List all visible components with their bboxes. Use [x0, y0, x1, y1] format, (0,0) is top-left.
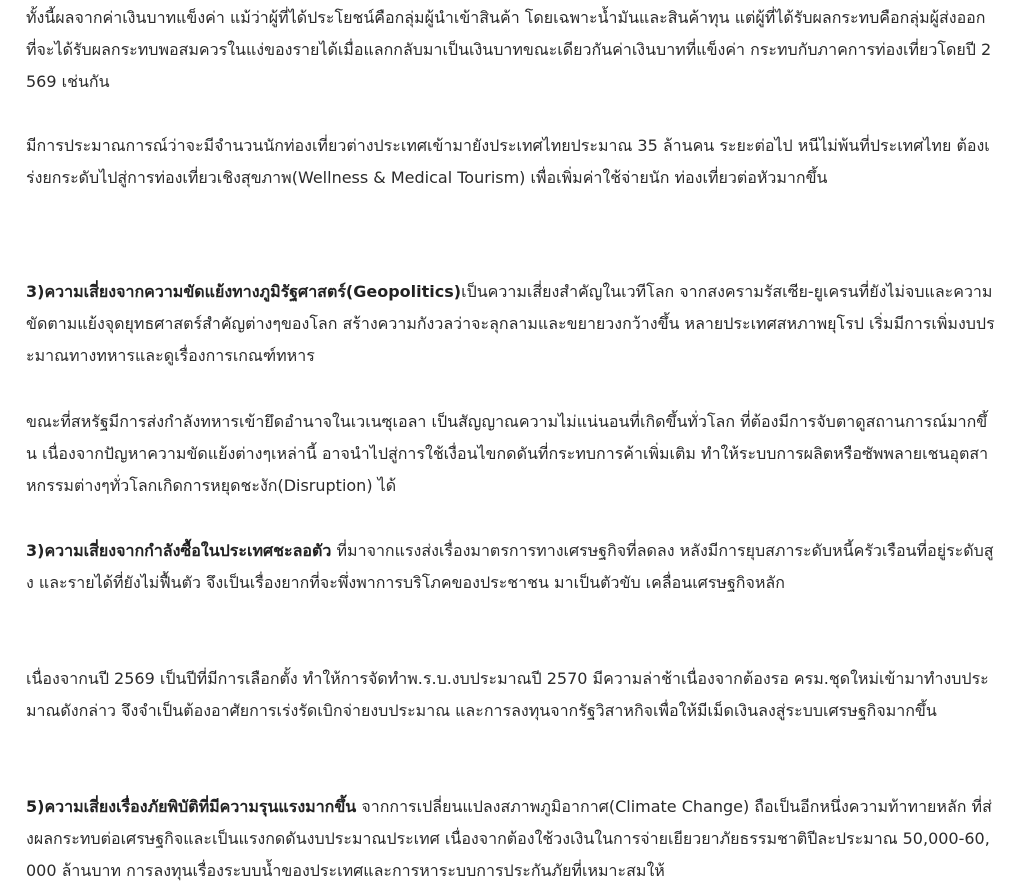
paragraph-domestic-demand-risk	[26, 535, 996, 599]
paragraph-text: ขณะที่สหรัฐมีการส่งกำลังทหารเข้ายึดอำนาจในเวเนซุเอลา เป็นสัญญาณความไม่แน่นอนที่เกิดขึ้นทั่วโลก ที่ต้องมีการจับตาดูสถานการณ์มากขึ้น เนื่องจากปัญหาความขัดแย้งต่างๆเหล่านี้ อาจนำไปสู่การใช้เงื่อนไขกดดันที่กระทบการค้าเพิ่มเติม ทำให้ระบบการผลิตหรือซัพพลายเชนอุตสาหกรรมต่างๆทั่วโลกเกิดการหยุดชะงัก(Disruption) ได้	[26, 412, 989, 495]
paragraph-budget-delay	[26, 663, 996, 727]
paragraph-text: มีการประมาณการณ์ว่าจะมีจำนวนนักท่องเที่ยวต่างประเทศเข้ามายังประเทศไทยประมาณ 35 ล้านคน ระยะต่อไป หนีไม่พ้นที่ประเทศไทย ต้องเร่งยกระดับไปสู่การท่องเที่ยวเชิงสุขภาพ(Wellness & Medical Tourism) เพื่อเพิ่มค่าใช้จ่ายนัก ท่องเที่ยวต่อหัวมากขึ้น	[26, 136, 990, 187]
page-bottom-edge	[0, 882, 1020, 888]
paragraph-text: เป็นความเสี่ยงสำคัญในเวทีโลก จากสงครามรัสเซีย-ยูเครนที่ยังไม่จบและความขัดตามแย้งจุดยุทธศาสตร์สำคัญต่างๆของโลก สร้างความกังวลว่าจะลุกลามและขยายวงกว้างขึ้น หลายประเทศสหภาพยุโรป เริ่มมีการเพิ่มงบประมาณทางทหารและดูเรื่องการเกณฑ์ทหาร	[26, 282, 995, 365]
paragraph-disaster-risk	[26, 791, 996, 887]
paragraph-text: จากการเปลี่ยนแปลงสภาพภูมิอากาศ(Climate Change) ถือเป็นอีกหนึ่งความท้าทายหลัก ที่ส่งผลกระทบต่อเศรษฐกิจและเป็นแรงกดดันงบประมาณประเทศ เนื่องจากต้องใช้วงเงินในการจ่ายเยียวยาภัยธรรมชาติปีละประมาณ 50,000-60,000 ล้านบาท การลงทุนเรื่องระบบน้ำของประเทศและการหาระบบการประกันภัยที่เหมาะสมให้	[26, 797, 992, 880]
paragraph-tourism-forecast	[26, 130, 996, 194]
paragraph-geopolitics-risk	[26, 276, 996, 372]
paragraph-us-venezuela	[26, 406, 996, 502]
paragraph-baht-impact	[26, 2, 996, 98]
paragraph-text: ทั้งนี้ผลจากค่าเงินบาทแข็งค่า แม้ว่าผู้ที่ได้ประโยชน์คือกลุ่มผู้นำเข้าสินค้า โดยเฉพาะน้ำมันและสินค้าทุน แต่ผู้ที่ได้รับผลกระทบคือกลุ่มผู้ส่งออก ที่จะได้รับผลกระทบพอสมควรในแง่ของรายได้เมื่อแลกกลับมาเป็นเงินบาทขณะเดียวกันค่าเงินบาทที่แข็งค่า กระทบกับภาคการท่องเที่ยวโดยปี 2569 เช่นกัน	[26, 8, 992, 91]
paragraph-heading: 3)ความเสี่ยงจากความขัดแย้งทางภูมิรัฐศาสตร์(Geopolitics)	[26, 282, 462, 301]
paragraph-heading: 3)ความเสี่ยงจากกำลังซื้อในประเทศชะลอตัว	[26, 541, 332, 560]
paragraph-text: เนื่องจากนปี 2569 เป็นปีที่มีการเลือกตั้ง ทำให้การจัดทำพ.ร.บ.งบประมาณปี 2570 มีความล่าช้าเนื่องจากต้องรอ ครม.ชุดใหม่เข้ามาทำงบประมาณดังกล่าว จึงจำเป็นต้องอาศัยการเร่งรัดเบิกจ่ายงบประมาณ และการลงทุนจากรัฐวิสาหกิจเพื่อให้มีเม็ดเงินลงสู่ระบบเศรษฐกิจมากขึ้น	[26, 669, 989, 720]
paragraph-heading: 5)ความเสี่ยงเรื่องภัยพิบัติที่มีความรุนแรงมากขึ้น	[26, 797, 357, 816]
paragraph-text: ที่มาจากแรงส่งเรื่องมาตรการทางเศรษฐกิจที่ลดลง หลังมีการยุบสภาระดับหนี้ครัวเรือนที่อยู่ระดับสูง และรายได้ที่ยังไม่ฟื้นตัว จึงเป็นเรื่องยากที่จะพึ่งพาการบริโภคของประชาชน มาเป็นตัวขับ เคลื่อนเศรษฐกิจหลัก	[26, 541, 994, 592]
